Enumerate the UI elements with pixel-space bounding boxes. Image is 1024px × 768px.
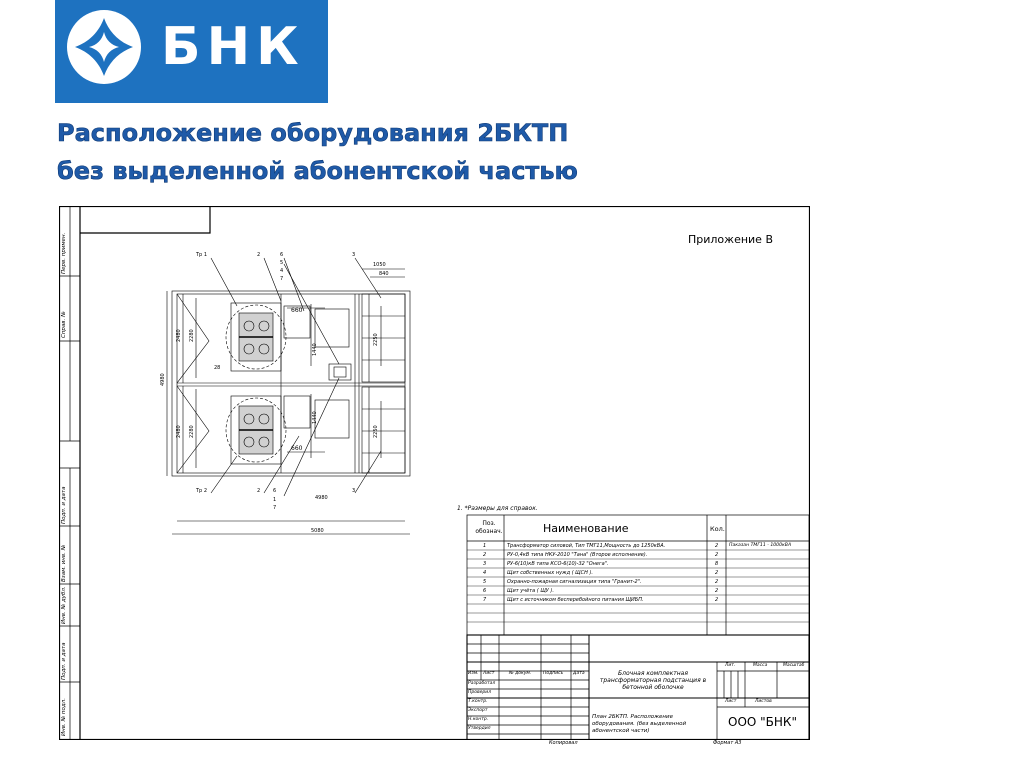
label-7-top: 7: [280, 276, 284, 282]
row-pos: 5: [483, 579, 487, 585]
tb-doc-title: План 2БКТП. Расположение оборудования. (без выделенной абонентской части): [592, 714, 687, 734]
tb-col-list: Лист: [483, 671, 495, 676]
dim-840: 840: [379, 271, 389, 277]
label-3-bottom: 3: [352, 488, 356, 494]
row-qty: 2: [715, 588, 719, 594]
dim-2480-bottom: 2480: [176, 425, 182, 438]
row-name: Щит собственных нужд ( ЩСН ).: [507, 570, 593, 576]
side-perv-primen: Перв. примен.: [61, 232, 67, 274]
spec-header-qty: Кол.: [710, 525, 725, 533]
side-vzam-inv: Взам. инв. №: [61, 544, 67, 582]
row-qty: 2: [715, 570, 719, 576]
side-inv-podl: Инв. № подл.: [61, 698, 67, 736]
side-podp-data-2: Подп. и дата: [61, 642, 67, 680]
dim-1440-top: 1440: [312, 343, 318, 356]
tb-role-tcontrol: Т.контр.: [468, 699, 488, 704]
dim-2250-top: 2250: [373, 333, 379, 346]
tb-sheets: Листов: [755, 699, 772, 704]
label-tp1: Тр 1: [196, 252, 207, 258]
dim-2480-top: 2480: [176, 329, 182, 342]
tb-role-ncontrol: Н.контр.: [468, 717, 489, 722]
dim-1050: 1050: [373, 262, 386, 268]
row-pos: 6: [483, 588, 487, 594]
row-pos: 1: [483, 543, 487, 549]
row-qty: 2: [715, 579, 719, 585]
tb-project-name: Блочная комплектная трансформаторная подстанция в бетонной оболочке: [599, 670, 707, 691]
tb-org: ООО "БНК": [728, 715, 797, 729]
label-7-bottom: 7: [273, 505, 277, 511]
row-remark: Паказан ТМГ11 - 1000кВА: [729, 543, 792, 548]
tb-col-date: Дата: [573, 671, 585, 676]
logo-text: БНК: [161, 17, 305, 77]
label-4-top: 4: [280, 268, 284, 274]
dim-4980-w: 4980: [315, 495, 328, 501]
label-tp2: Тр 2: [196, 488, 207, 494]
dim-28: 28: [214, 365, 221, 371]
row-name: Трансформатор силовой, Тип ТМГ11,Мощность до 1250кВА.: [507, 543, 666, 549]
label-6-top: 6: [280, 252, 284, 258]
tb-lit: Лит.: [725, 663, 736, 668]
dim-1440-bottom: 1440: [312, 411, 318, 424]
note-text: 1. *Размеры для справок.: [457, 505, 538, 512]
label-1-bottom: 1: [273, 497, 277, 503]
dim-2250-bottom: 2250: [373, 425, 379, 438]
side-podp-data-1: Подп. и дата: [61, 486, 67, 524]
bnk-logo-icon: [65, 8, 143, 86]
label-2-bottom: 2: [257, 488, 261, 494]
row-pos: 2: [483, 552, 487, 558]
tb-role-checked: Проверил: [468, 690, 492, 695]
tb-mass: Масса: [753, 663, 768, 668]
row-name: РУ-0,4кВ типа НКУ-2010 "Тана" (Второе исполнение).: [507, 552, 648, 558]
tb-role-export: Экспорт: [468, 708, 488, 713]
dim-4980-h: 4980: [160, 373, 166, 386]
label-5-top: 5: [280, 260, 284, 266]
tb-role-developed: Разработал: [468, 681, 496, 686]
row-name: Щит с источником бесперебойного питания ЩИБП.: [507, 597, 644, 603]
row-qty: 2: [715, 543, 719, 549]
dim-5080: 5080: [311, 528, 324, 534]
drawing-sheet: [59, 206, 810, 740]
title-line-2: без выделенной абонентской частью: [57, 157, 578, 185]
dim-660-bottom: 660: [291, 445, 303, 452]
dim-660-top: 660: [291, 307, 303, 314]
row-qty: 8: [715, 561, 719, 567]
tb-col-sign: Подпись: [543, 671, 564, 676]
label-2-top: 2: [257, 252, 261, 258]
spec-header-pos: Поз. обознач.: [475, 520, 503, 535]
row-pos: 7: [483, 597, 487, 603]
row-qty: 2: [715, 597, 719, 603]
tb-col-izm: Изм.: [468, 671, 479, 676]
side-inv-dubl: Инв. № дубл.: [61, 586, 67, 624]
tb-role-approved: Утвердил: [468, 726, 491, 731]
row-pos: 4: [483, 570, 487, 576]
drawing-lines: [59, 206, 810, 740]
tb-col-doc: № докум.: [509, 671, 532, 676]
tb-sheet: Лист: [725, 699, 737, 704]
row-pos: 3: [483, 561, 487, 567]
label-6-bottom: 6: [273, 488, 277, 494]
dim-2280-bottom: 2280: [189, 425, 195, 438]
label-3-top: 3: [352, 252, 356, 258]
row-qty: 2: [715, 552, 719, 558]
spec-header-name: Наименование: [543, 522, 629, 535]
side-sprav-no: Справ. №: [61, 311, 67, 338]
dim-2280-top: 2280: [189, 329, 195, 342]
tb-scale: Масштаб: [783, 663, 805, 668]
footer-format: Формат А3: [713, 740, 742, 746]
row-name: Охранно-пожарная сигнализация типа "Гранит-2".: [507, 579, 642, 585]
logo: [55, 0, 328, 103]
title-line-1: Расположение оборудования 2БКТП: [57, 119, 569, 147]
appendix-label: Приложение В: [688, 233, 773, 246]
page-title: [57, 114, 578, 190]
row-name: Щит учёта ( ЩУ ).: [507, 588, 554, 594]
footer-copied: Копировал: [549, 740, 578, 746]
row-name: РУ-6(10)кВ типа КСО-6(10)-32 "Онега".: [507, 561, 609, 567]
